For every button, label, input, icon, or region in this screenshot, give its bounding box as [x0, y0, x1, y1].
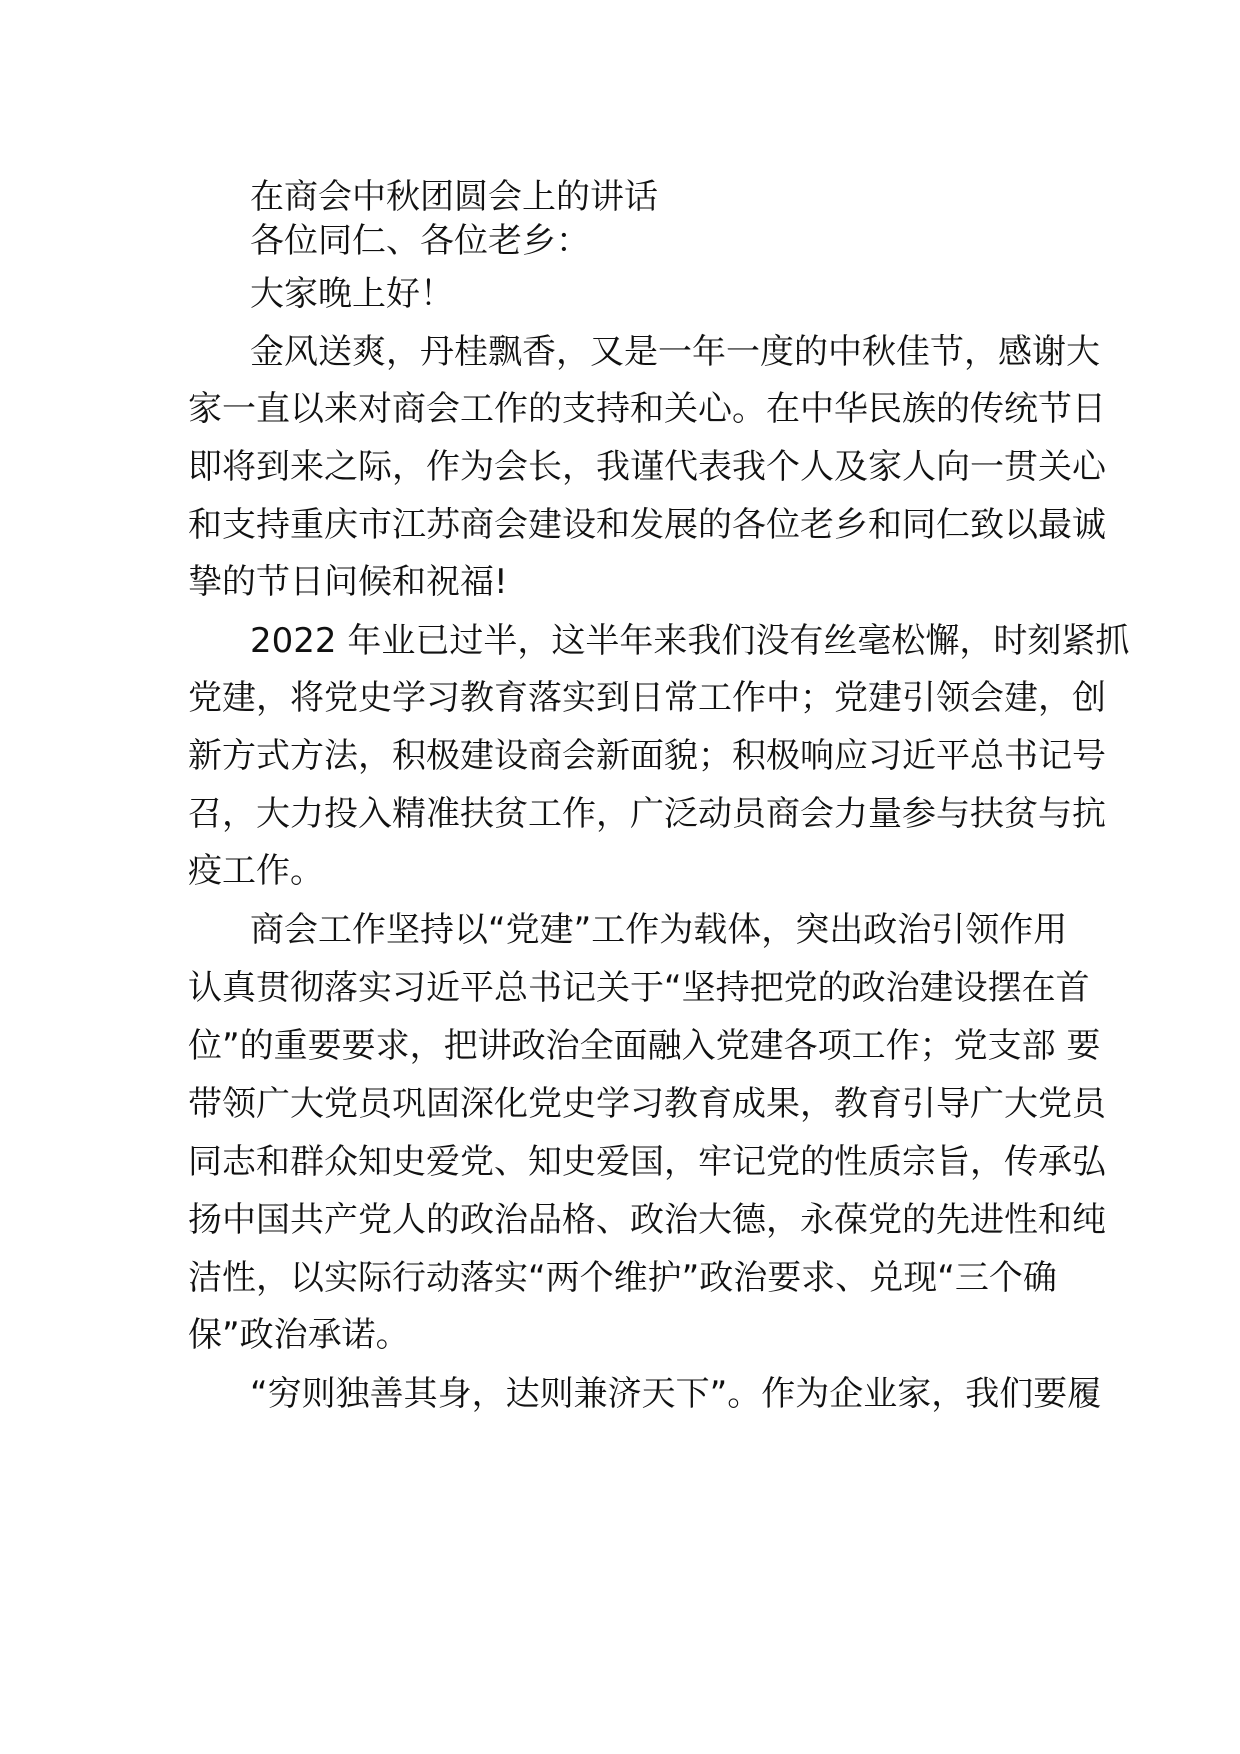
paragraph-line: 扬中国共产党人的政治品格、政治大德，永葆党的先进性和纯	[188, 1200, 1106, 1240]
greeting: 大家晚上好！	[250, 274, 454, 314]
paragraph-line: 挚的节日问候和祝福!	[188, 562, 508, 602]
paragraph-line: 金风送爽，丹桂飘香，又是一年一度的中秋佳节，感谢大	[250, 332, 1100, 372]
paragraph-line: 洁性，以实际行动落实“两个维护”政治要求、兑现“三个确	[188, 1258, 1057, 1298]
paragraph-line: 疫工作。	[188, 851, 324, 891]
paragraph-line: 党建，将党史学习教育落实到日常工作中；党建引领会建，创	[188, 678, 1106, 718]
paragraph-line: 和支持重庆市江苏商会建设和发展的各位老乡和同仁致以最诚	[188, 505, 1106, 545]
speech-title: 在商会中秋团圆会上的讲话	[250, 177, 658, 217]
paragraph-line: 商会工作坚持以“党建”工作为载体，突出政治引领作用	[250, 910, 1068, 950]
paragraph-line: 家一直以来对商会工作的支持和关心。在中华民族的传统节日	[188, 389, 1106, 429]
paragraph-line: 即将到来之际，作为会长，我谨代表我个人及家人向一贯关心	[188, 447, 1106, 487]
paragraph-line: 召，大力投入精准扶贫工作，广泛动员商会力量参与扶贫与抗	[188, 794, 1106, 834]
paragraph-line: 新方式方法，积极建设商会新面貌；积极响应习近平总书记号	[188, 736, 1106, 776]
paragraph-line: 同志和群众知史爱党、知史爱国，牢记党的性质宗旨，传承弘	[188, 1142, 1106, 1182]
paragraph-line: 2022 年业已过半，这半年来我们没有丝毫松懈，时刻紧抓	[250, 621, 1130, 661]
paragraph-line: 带领广大党员巩固深化党史学习教育成果，教育引导广大党员	[188, 1084, 1106, 1124]
paragraph-line: 位”的重要要求，把讲政治全面融入党建各项工作；党支部 要	[188, 1026, 1101, 1066]
paragraph-line: “穷则独善其身，达则兼济天下”。作为企业家，我们要履	[250, 1374, 1102, 1414]
salutation: 各位同仁、各位老乡：	[250, 221, 590, 261]
paragraph-line: 保”政治承诺。	[188, 1315, 410, 1355]
paragraph-line: 认真贯彻落实习近平总书记关于“坚持把党的政治建设摆在首	[188, 968, 1090, 1008]
